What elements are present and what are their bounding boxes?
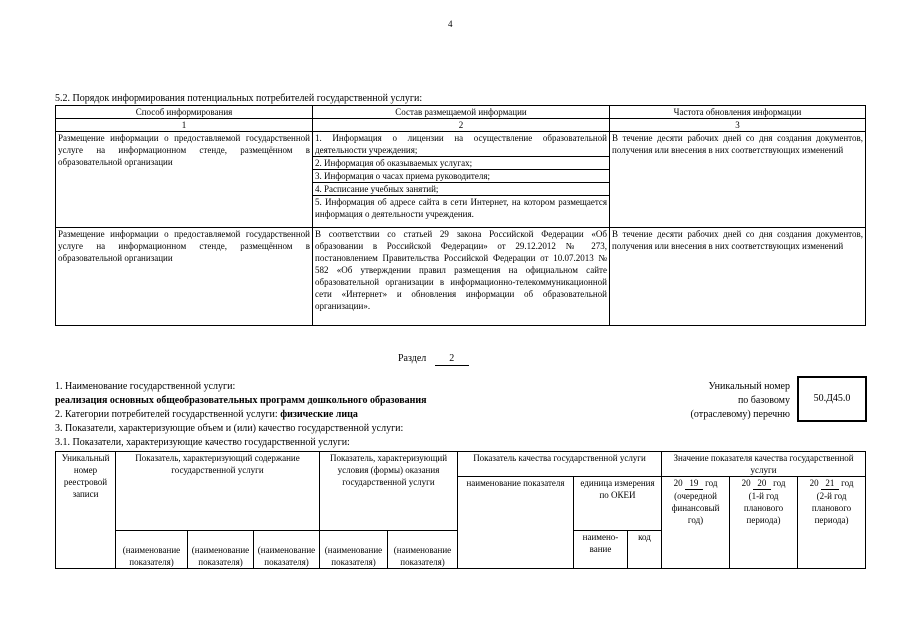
registry-header xyxy=(56,452,116,569)
col-num-2: 2 xyxy=(313,119,610,132)
quality-label: 3.1. Показатели, характеризующие качество государственной услуги: xyxy=(55,437,350,448)
year-desc: (1-й год планового периода) xyxy=(743,491,784,525)
value-header: Значение показателя качества государственной услуги xyxy=(662,452,866,477)
row1-content-line: 5. Информация об адресе сайта в сети Интернет, на котором размещается информация о деятельности учреждения. xyxy=(315,197,607,219)
row1-content-line: 3. Информация о часах приема руководителя; xyxy=(313,170,609,183)
section-marker xyxy=(398,353,469,366)
service-name-label: 1. Наименование государственной услуги: xyxy=(55,381,236,392)
row1-frequency: В течение десяти рабочих дней со дня создания документов, получения или внесения в них соответствующих изменений xyxy=(610,132,866,228)
year-value: 21 xyxy=(821,477,839,490)
page-number: 4 xyxy=(448,19,453,29)
row2-content: В соответствии со статьей 29 закона Российской Федерации «Об образовании в Российской Федерации» от 29.12.2012 № 273, постановлением Правительства Российской Федерации от 10.07.2013 № 582 «Об утверждении правил размещения на официальном сайте образовательной организации в информационно-телекоммуникационной сети «Интернет» и обновления информации об образовательной организации». xyxy=(313,228,610,326)
unique-number-label xyxy=(660,381,790,421)
row1-content-line: 1. Информация о лицензии на осуществление образовательной деятельности учреждения; xyxy=(315,133,607,155)
year-suffix: год xyxy=(705,478,718,488)
name-cell: (наименование показателя) xyxy=(116,531,188,569)
year-prefix: 20 xyxy=(741,478,751,488)
year-value: 20 xyxy=(753,477,771,490)
row1-content xyxy=(313,132,610,228)
informing-table xyxy=(55,105,866,326)
indicator-name-header: наименование показателя xyxy=(458,477,574,569)
year-2-header xyxy=(730,477,798,569)
year-3-header xyxy=(798,477,866,569)
unique-line: Уникальный номер xyxy=(708,381,790,392)
conditions-header: Показатель, характеризующий условия (формы) оказания государственной услуги xyxy=(320,452,458,531)
quality-table xyxy=(55,451,866,569)
quality-header: Показатель качества государственной услуги xyxy=(458,452,662,477)
header-frequency: Частота обновления информации xyxy=(610,106,866,119)
service-name-value: реализация основных общеобразовательных программ дошкольного образования xyxy=(55,395,427,406)
col-num-1: 1 xyxy=(56,119,313,132)
year-value: 19 xyxy=(685,477,703,490)
unit-header: единица измерения по ОКЕИ xyxy=(574,477,662,531)
unit-code-header: код xyxy=(628,531,662,569)
indicators-label: 3. Показатели, характеризующие объем и (или) качество государственной услуги: xyxy=(55,423,404,434)
row1-method: Размещение информации о предоставляемой государственной услуге на информационном стенде, размещённом в образовательной организации xyxy=(56,132,313,228)
unique-code-box xyxy=(797,376,867,422)
name-cell: (наименование показателя) xyxy=(320,531,388,569)
name-cell: (наименование показателя) xyxy=(254,531,320,569)
row1-content-line: 4. Расписание учебных занятий; xyxy=(313,183,609,196)
row2-frequency: В течение десяти рабочих дней со дня создания документов, получения или внесения в них соответствующих изменений xyxy=(610,228,866,326)
unique-line: (отраслевому) перечню xyxy=(690,409,790,420)
year-prefix: 20 xyxy=(809,478,819,488)
header-method: Способ информирования xyxy=(56,106,313,119)
name-cell: (наименование показателя) xyxy=(388,531,458,569)
year-desc: (2-й год планового периода) xyxy=(811,491,852,525)
header-content: Состав размещаемой информации xyxy=(313,106,610,119)
year-suffix: год xyxy=(773,478,786,488)
categories-value: физические лица xyxy=(280,409,358,420)
row2-method: Размещение информации о предоставляемой государственной услуге на информационном стенде, размещённом в образовательной организации xyxy=(56,228,313,326)
name-cell: (наименование показателя) xyxy=(188,531,254,569)
registry-line: записи xyxy=(72,489,99,499)
col-num-3: 3 xyxy=(610,119,866,132)
registry-line: Уникальный xyxy=(61,453,110,463)
registry-line: номер xyxy=(73,465,98,475)
categories-label: 2. Категории потребителей государственной услуги: xyxy=(55,409,278,420)
year-desc: (очередной финансовый год) xyxy=(671,491,720,525)
section-label: Раздел xyxy=(398,353,427,364)
section-5-2-heading: 5.2. Порядок информирования потенциальных потребителей государственной услуги: xyxy=(55,93,423,104)
unique-code: 50.Д45.0 xyxy=(813,393,851,404)
unit-name-header: наимено-вание xyxy=(574,531,628,569)
unique-line: по базовому xyxy=(737,395,790,406)
section-number: 2 xyxy=(435,353,469,366)
year-suffix: год xyxy=(841,478,854,488)
year-prefix: 20 xyxy=(673,478,683,488)
registry-line: реестровой xyxy=(63,477,108,487)
service-categories xyxy=(55,409,358,421)
content-header: Показатель, характеризующий содержание государственной услуги xyxy=(116,452,320,531)
year-1-header xyxy=(662,477,730,569)
row1-content-line: 2. Информация об оказываемых услугах; xyxy=(313,157,609,170)
